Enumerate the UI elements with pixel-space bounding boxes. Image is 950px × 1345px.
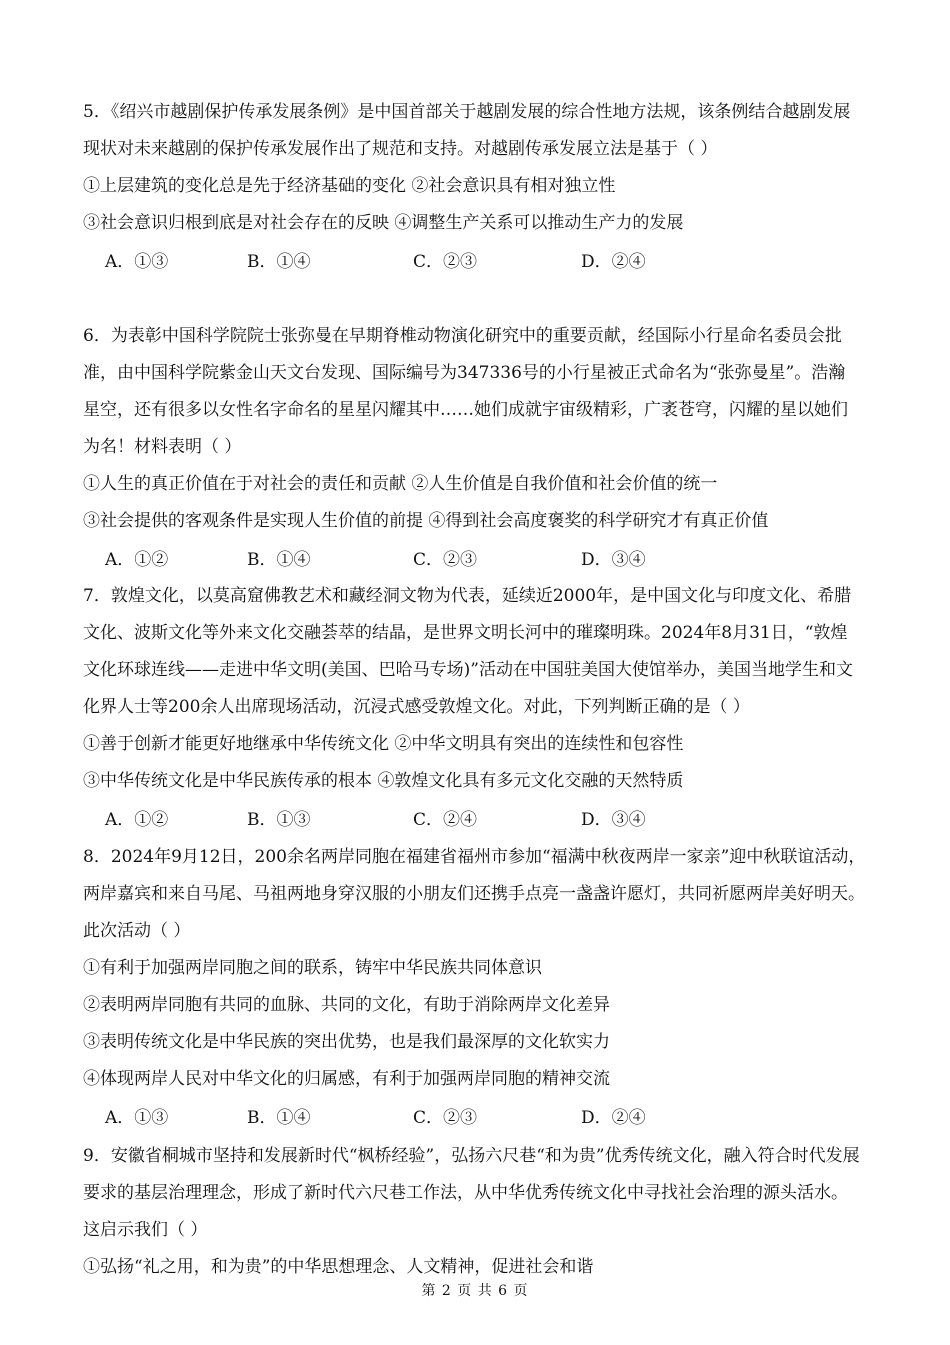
q6-item-line-2: ③社会提供的客观条件是实现人生价值的前提 ④得到社会高度褒奖的科学研究才有真正价值 [83, 511, 769, 531]
q5-option-b[interactable]: B．①④ [247, 252, 311, 272]
q5-item-line-2: ③社会意识归根到底是对社会存在的反映 ④调整生产关系可以推动生产力的发展 [83, 213, 684, 233]
q6-stem-line-1: 6．为表彰中国科学院院士张弥曼在早期脊椎动物演化研究中的重要贡献，经国际小行星命名委员会批 [83, 326, 842, 346]
q8-option-c[interactable]: C．②③ [413, 1108, 478, 1128]
q7-stem-line-3: 文化环球连线——走进中华文明(美国、巴哈马专场)”活动在中国驻美国大使馆举办，美国当地学生和文 [83, 660, 853, 680]
q6-options [105, 542, 865, 579]
q9-stem-line-2: 要求的基层治理理念，形成了新时代六尺巷工作法，从中华优秀传统文化中寻找社会治理的源头活水。 [83, 1183, 848, 1203]
q7-options [105, 802, 865, 839]
q5-option-c[interactable]: C．②③ [413, 252, 478, 272]
q5-item-line-1: ①上层建筑的变化总是先于经济基础的变化 ②社会意识具有相对独立性 [83, 176, 616, 196]
q8-options [105, 1100, 865, 1137]
q7-option-a[interactable]: A．①② [105, 810, 169, 830]
q8-stem-line-2: 两岸嘉宾和来自马尾、马祖两地身穿汉服的小朋友们还携手点亮一盏盏许愿灯，共同祈愿两岸美好明天。 [83, 884, 865, 904]
q9-stem-line-3: 这启示我们（ ） [83, 1220, 208, 1240]
q5-stem-line-2: 现状对未来越剧的保护传承发展作出了规范和支持。对越剧传承发展立法是基于（ ） [83, 139, 718, 159]
q5-option-d[interactable]: D．②④ [581, 252, 646, 272]
q7-item-line-1: ①善于创新才能更好地继承中华传统文化 ②中华文明具有突出的连续性和包容性 [83, 734, 684, 754]
q6-option-d[interactable]: D．③④ [581, 550, 646, 570]
q8-stem-line-3: 此次活动（ ） [83, 921, 191, 941]
q5-stem-line-1: 5．《绍兴市越剧保护传承发展条例》是中国首部关于越剧发展的综合性地方法规，该条例结合越剧发展 [83, 102, 851, 122]
q8-option-d[interactable]: D．②④ [581, 1108, 646, 1128]
q9-item-line-1: ①弘扬“礼之用，和为贵”的中华思想理念、人文精神，促进社会和谐 [83, 1257, 594, 1277]
q6-stem-line-3: 星空，还有很多以女性名字命名的星星闪耀其中……她们成就宇宙级精彩，广袤苍穹，闪耀的星以她们 [83, 400, 848, 420]
q6-option-b[interactable]: B．①④ [247, 550, 311, 570]
page-number-footer: 第 2 页 共 6 页 [421, 1283, 529, 1299]
q6-stem-line-4: 为名！材料表明（ ） [83, 437, 242, 457]
q7-stem-line-4: 化界人士等200余人出席现场活动，沉浸式感受敦煌文化。对此，下列判断正确的是（ ） [83, 697, 750, 717]
q8-item-line-2: ②表明两岸同胞有共同的血脉、共同的文化，有助于消除两岸文化差异 [83, 995, 610, 1015]
q8-option-a[interactable]: A．①③ [105, 1108, 169, 1128]
q6-item-line-1: ①人生的真正价值在于对社会的责任和贡献 ②人生价值是自我价值和社会价值的统一 [83, 474, 718, 494]
q6-option-c[interactable]: C．②③ [413, 550, 478, 570]
q6-stem-line-2: 准，由中国科学院紫金山天文台发现、国际编号为347336号的小行星被正式命名为“张弥曼星”。浩瀚 [83, 363, 846, 383]
q8-item-line-4: ④体现两岸人民对中华文化的归属感，有利于加强两岸同胞的精神交流 [83, 1069, 610, 1089]
q8-stem-line-1: 8．2024年9月12日，200余名两岸同胞在福建省福州市参加“福满中秋夜两岸一家亲”迎中秋联谊活动， [83, 847, 866, 867]
q7-stem-line-1: 7．敦煌文化，以莫高窟佛教艺术和藏经洞文物为代表，延续近2000年，是中国文化与印度文化、希腊 [83, 586, 852, 606]
q8-item-line-1: ①有利于加强两岸同胞之间的联系，铸牢中华民族共同体意识 [83, 958, 542, 978]
q8-item-line-3: ③表明传统文化是中华民族的突出优势，也是我们最深厚的文化软实力 [83, 1032, 610, 1052]
q7-option-b[interactable]: B．①③ [247, 810, 311, 830]
q7-stem-line-2: 文化、波斯文化等外来文化交融荟萃的结晶，是世界文明长河中的璀璨明珠。2024年8月31日，“敦煌 [83, 623, 848, 643]
q9-stem-line-1: 9．安徽省桐城市坚持和发展新时代“枫桥经验”，弘扬六尺巷“和为贵”优秀传统文化，融入符合时代发展 [83, 1146, 860, 1166]
q7-item-line-2: ③中华传统文化是中华民族传承的根本 ④敦煌文化具有多元文化交融的天然特质 [83, 771, 684, 791]
q7-option-d[interactable]: D．③④ [581, 810, 646, 830]
q7-option-c[interactable]: C．②④ [413, 810, 478, 830]
q6-option-a[interactable]: A．①② [105, 550, 169, 570]
q5-options [105, 244, 865, 281]
q5-option-a[interactable]: A．①③ [105, 252, 169, 272]
q8-option-b[interactable]: B．①④ [247, 1108, 311, 1128]
